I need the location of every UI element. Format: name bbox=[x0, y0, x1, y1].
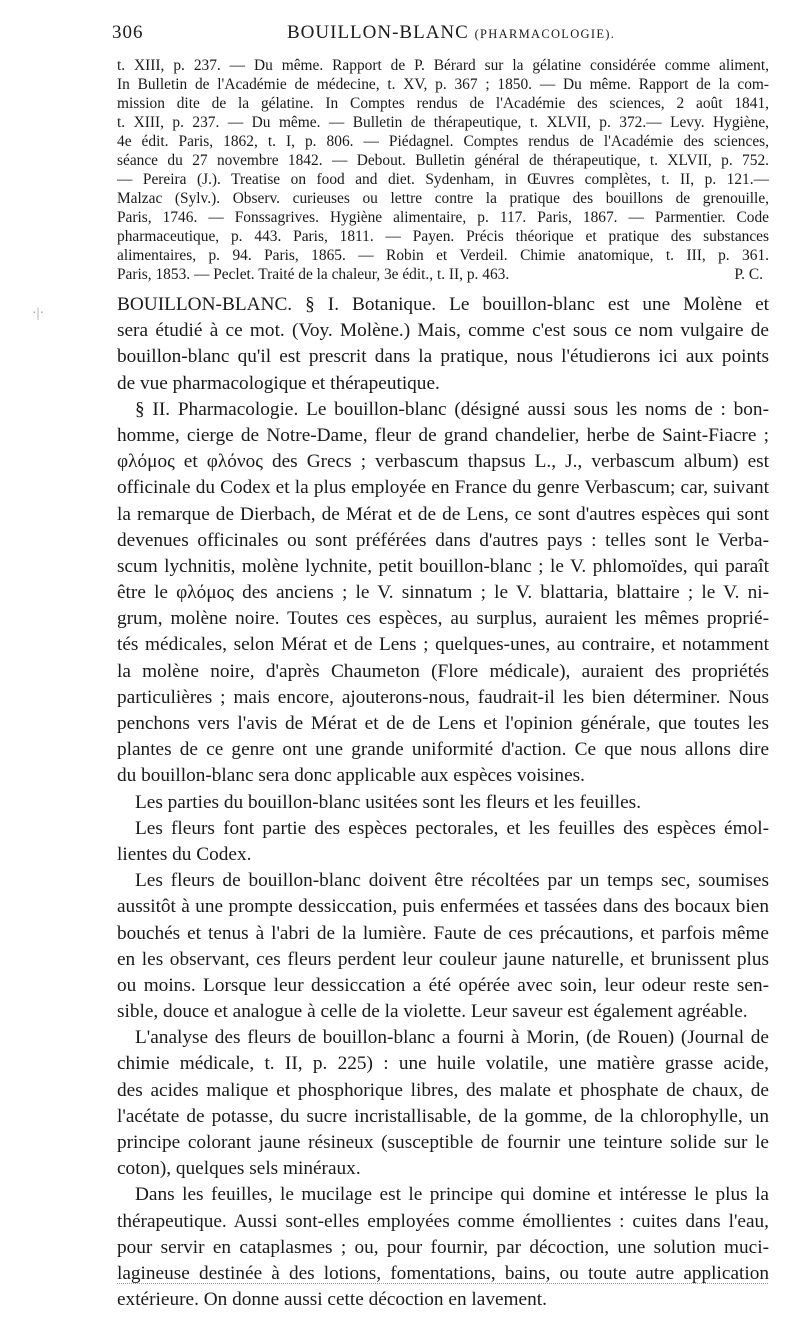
bibliography-line: t. XIII, p. 237. — Du même. — Bulletin de thérapeutique, t. XLVII, p. 372.— Levy. Hygiène, bbox=[117, 114, 769, 131]
text-line: particulières ; mais encore, ajouterons-nous, faudrait-il les bien déterminer. Nous bbox=[117, 686, 769, 708]
text-line: extérieure. On donne aussi cette décoction en lavement. bbox=[117, 1289, 547, 1311]
text-line: lagineuse destinée à des lotions, fomentations, bains, ou toute autre application bbox=[117, 1262, 769, 1284]
text-line: sera étudié à ce mot. (Voy. Molène.) Mais, comme c'est sous ce nom vulgaire de bbox=[117, 320, 769, 342]
text-line: ou moins. Lorsque leur dessiccation a été opérée avec soin, leur odeur reste sen- bbox=[117, 974, 769, 996]
text-line: thérapeutique. Aussi sont-elles employées comme émollientes : cuites dans l'eau, bbox=[117, 1210, 769, 1232]
bibliography-line: Paris, 1853. — Peclet. Traité de la chaleur, 3e édit., t. II, p. 463. bbox=[117, 266, 510, 283]
text-line: Les fleurs de bouillon-blanc doivent être récoltées par un temps sec, soumises bbox=[135, 870, 769, 892]
footer-rule bbox=[117, 1283, 768, 1284]
text-line: chimie médicale, t. II, p. 225) : une huile volatile, une matière grasse acide, bbox=[117, 1053, 769, 1075]
bibliography-line: mission dite de la gélatine. In Comptes rendus de l'Académie des sciences, 2 août 1841, bbox=[117, 95, 769, 112]
text-line: grum, molène noire. Toutes ces espèces, au surplus, auraient les mêmes proprié- bbox=[117, 608, 769, 630]
text-line: bouchés et tenus à l'abri de la lumière. Faute de ces précautions, et parfois même bbox=[117, 922, 769, 944]
text-line: bouillon-blanc qu'il est prescrit dans la pratique, nous l'étudierons ici aux points bbox=[117, 346, 769, 368]
text-line: § II. Pharmacologie. Le bouillon-blanc (désigné aussi sous les noms de : bon- bbox=[135, 398, 769, 420]
margin-mark: ·|· bbox=[32, 306, 45, 321]
header-title: BOUILLON-BLANC bbox=[287, 22, 469, 43]
text-line: Les parties du bouillon-blanc usitées sont les fleurs et les feuilles. bbox=[135, 791, 642, 813]
running-header bbox=[112, 22, 762, 52]
text-line: lientes du Codex. bbox=[117, 843, 252, 865]
text-line: homme, cierge de Notre-Dame, fleur de grand chandelier, herbe de Saint-Fiacre ; bbox=[117, 424, 769, 446]
bibliography-block bbox=[117, 56, 769, 284]
text-line: BOUILLON-BLANC. § I. Botanique. Le bouillon-blanc est une Molène et bbox=[117, 294, 769, 315]
text-line: Dans les feuilles, le mucilage est le principe qui domine et intéresse le plus la bbox=[135, 1184, 769, 1206]
text-line: du bouillon-blanc sera donc applicable aux espèces voisines. bbox=[117, 765, 585, 787]
article-body bbox=[117, 292, 769, 1313]
text-line: des acides malique et phosphorique libres, des malate et phosphate de chaux, de bbox=[117, 1079, 769, 1101]
header-subtitle: (PHARMACOLOGIE). bbox=[474, 27, 616, 41]
text-line: officinale du Codex et la plus employée en France du genre Verbascum; car, suivant bbox=[117, 477, 769, 499]
author-signature: P. C. bbox=[734, 266, 763, 283]
text-line: devenues officinales ou sont préférées dans d'autres pays : telles sont le Verba- bbox=[117, 529, 769, 551]
bibliography-line: 4e édit. Paris, 1862, t. I, p. 806. — Piédagnel. Comptes rendus de l'Académie des sciences, bbox=[117, 133, 769, 150]
page-title bbox=[287, 22, 615, 44]
text-line: scum lychnitis, molène lychnite, petit bouillon-blanc ; le V. phlomoïdes, qui paraît bbox=[117, 555, 769, 577]
text-line: aussitôt à une prompte dessiccation, puis enfermées et tassées dans des bocaux bien bbox=[117, 896, 769, 918]
text-line: pour servir en cataplasmes ; ou, pour fournir, par décoction, une solution muci- bbox=[117, 1236, 769, 1258]
text-line: être le φλόμος des anciens ; le V. sinnatum ; le V. blattaria, blattaire ; le V. ni- bbox=[117, 582, 769, 604]
text-line: penchons vers l'avis de Mérat et de de Lens et l'opinion générale, que toutes les bbox=[117, 713, 769, 734]
bibliography-line: t. XIII, p. 237. — Du même. Rapport de P. Bérard sur la gélatine considérée comme aliment, bbox=[117, 57, 769, 74]
bibliography-line: séance du 27 novembre 1842. — Debout. Bulletin général de thérapeutique, t. XLVII, p. 752. bbox=[117, 152, 769, 169]
text-line: la remarque de Dierbach, de Mérat et de de Lens, ce sont d'autres espèces qui sont bbox=[117, 503, 769, 525]
text-line: en les observant, ces fleurs perdent leur couleur jaune naturelle, et brunissent plus bbox=[117, 948, 769, 970]
text-line: Les fleurs font partie des espèces pectorales, et les feuilles des espèces émol- bbox=[135, 817, 769, 839]
page-number: 306 bbox=[112, 22, 144, 43]
text-line: tés médicales, selon Mérat et de Lens ; quelques-unes, au contraire, et notamment bbox=[117, 634, 769, 656]
text-line: φλόμος et φλόνος des Grecs ; verbascum thapsus L., J., verbascum album) est bbox=[117, 451, 769, 473]
bibliography-line: In Bulletin de l'Académie de médecine, t. XV, p. 367 ; 1850. — Du même. Rapport de la com- bbox=[117, 76, 769, 93]
bibliography-line: alimentaires, p. 94. Paris, 1865. — Robin et Verdeil. Chimie anatomique, t. III, p. 361. bbox=[117, 247, 769, 264]
text-line: la molène noire, d'après Chaumeton (Flore médicale), auraient des propriétés bbox=[117, 660, 769, 682]
text-line: principe colorant jaune résineux (susceptible de fournir une teinture solide sur le bbox=[117, 1132, 769, 1153]
text-line: l'acétate de potasse, du sucre incristallisable, de la gomme, de la chlorophylle, un bbox=[117, 1105, 769, 1127]
text-line: L'analyse des fleurs de bouillon-blanc a fourni à Morin, (de Rouen) (Journal de bbox=[135, 1027, 769, 1049]
bibliography-line: Paris, 1746. — Fonssagrives. Hygiène alimentaire, p. 117. Paris, 1867. — Parmentier. Code bbox=[117, 209, 769, 226]
bibliography-line: — Pereira (J.). Treatise on food and diet. Sydenham, in Œuvres complètes, t. II, p. 121.— bbox=[117, 171, 769, 188]
bibliography-line: pharmaceutique, p. 443. Paris, 1811. — Payen. Précis théorique et pratique des substances bbox=[117, 228, 769, 245]
text-line: coton), quelques sels minéraux. bbox=[117, 1158, 361, 1180]
text-line: sible, douce et analogue à celle de la violette. Leur saveur est également agréable. bbox=[117, 1001, 748, 1023]
bibliography-line: Malzac (Sylv.). Observ. curieuses ou lettre contre la pratique des bouillons de grenouille, bbox=[117, 190, 769, 207]
text-line: plantes de ce genre ont une grande uniformité d'action. Ce que nous allons dire bbox=[117, 739, 769, 761]
text-line: de vue pharmacologique et thérapeutique. bbox=[117, 372, 440, 394]
